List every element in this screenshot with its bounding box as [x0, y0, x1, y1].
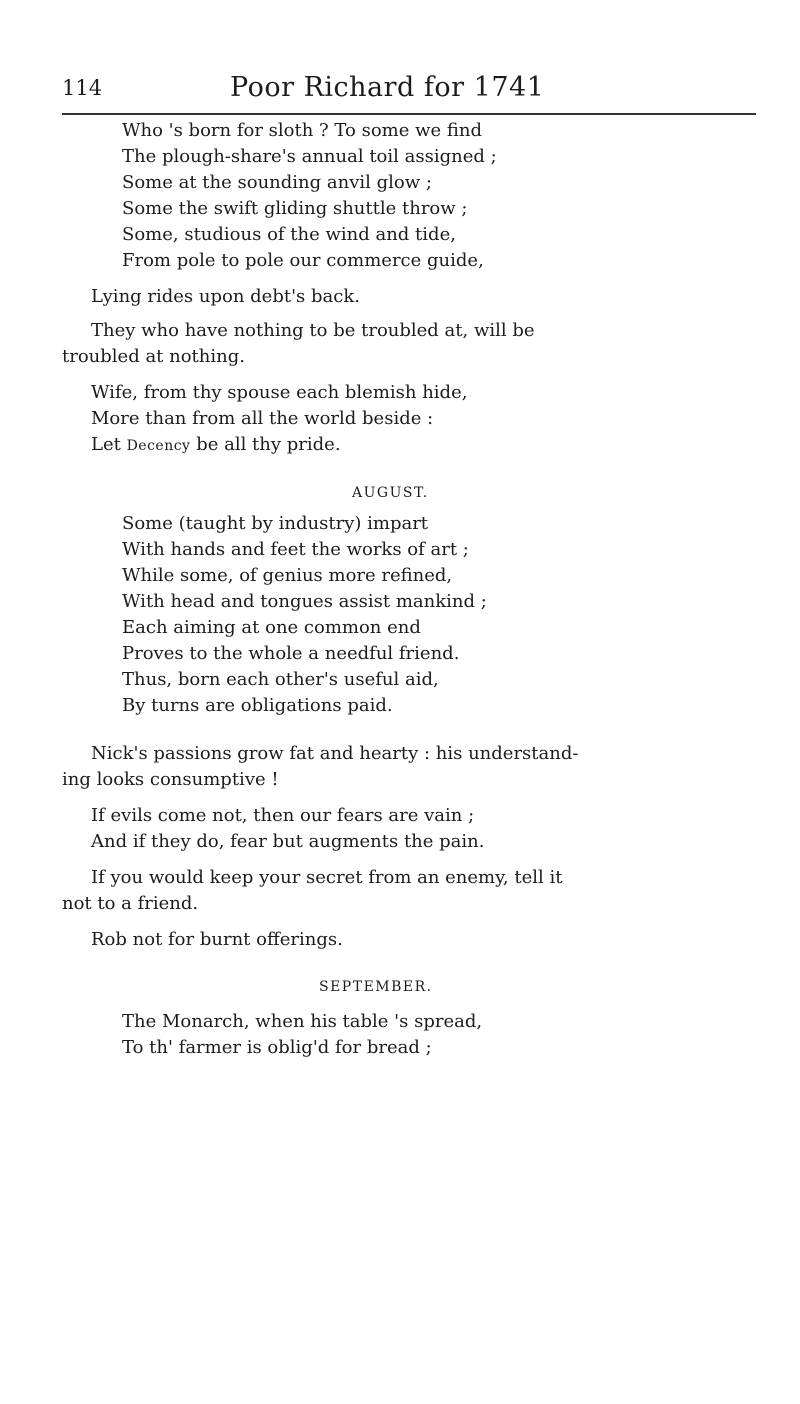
poem-line: Some at the sounding anvil glow ;	[122, 172, 432, 193]
poem-line: Some the swift gliding shuttle throw ;	[122, 198, 468, 219]
poem-line: The Monarch, when his table 's spread,	[122, 1011, 483, 1032]
maxim-trouble-line: troubled at nothing.	[62, 346, 245, 367]
maxim-wife-line	[91, 432, 341, 459]
section-heading-september: SEPTEMBER.	[319, 979, 433, 995]
poem-line: Thus, born each other's useful aid,	[122, 669, 439, 690]
maxim-evils-line: If evils come not, then our fears are vain ;	[91, 805, 475, 826]
text-run: be all thy pride.	[190, 434, 341, 455]
small-caps-decency: Decency	[126, 438, 191, 454]
maxim-trouble-line: They who have nothing to be troubled at, will be	[91, 320, 535, 341]
poem-line: Each aiming at one common end	[122, 617, 421, 638]
text-run: Let	[91, 434, 127, 455]
maxim-wife-line: Wife, from thy spouse each blemish hide,	[91, 382, 468, 403]
maxim-lying: Lying rides upon debt's back.	[91, 286, 360, 307]
poem-line: While some, of genius more refined,	[122, 565, 453, 586]
poem-line: The plough-share's annual toil assigned ;	[122, 146, 497, 167]
poem-line: With head and tongues assist mankind ;	[122, 591, 487, 612]
maxim-wife-line: More than from all the world beside :	[91, 408, 434, 429]
poem-line: Some, studious of the wind and tide,	[122, 224, 456, 245]
poem-line: Proves to the whole a needful friend.	[122, 643, 460, 664]
poem-line: From pole to pole our commerce guide,	[122, 250, 484, 271]
maxim-secret-line: not to a friend.	[62, 893, 199, 914]
maxim-nick-line: Nick's passions grow fat and hearty : his understand-	[91, 743, 579, 764]
maxim-rob: Rob not for burnt offerings.	[91, 929, 343, 950]
poem-line: Who 's born for sloth ? To some we find	[122, 120, 482, 141]
section-heading-august: AUGUST.	[352, 485, 429, 501]
poem-line: Some (taught by industry) impart	[122, 513, 429, 534]
maxim-evils-line: And if they do, fear but augments the pain.	[91, 831, 485, 852]
poem-line: With hands and feet the works of art ;	[122, 539, 469, 560]
maxim-secret-line: If you would keep your secret from an enemy, tell it	[91, 867, 563, 888]
running-title: Poor Richard for 1741	[230, 72, 545, 103]
header-rule	[62, 113, 756, 115]
page-number: 114	[62, 76, 103, 100]
maxim-nick-line: ing looks consumptive !	[62, 769, 279, 790]
page-header	[0, 64, 800, 104]
poem-line: To th' farmer is oblig'd for bread ;	[122, 1037, 432, 1058]
poem-line: By turns are obligations paid.	[122, 695, 393, 716]
